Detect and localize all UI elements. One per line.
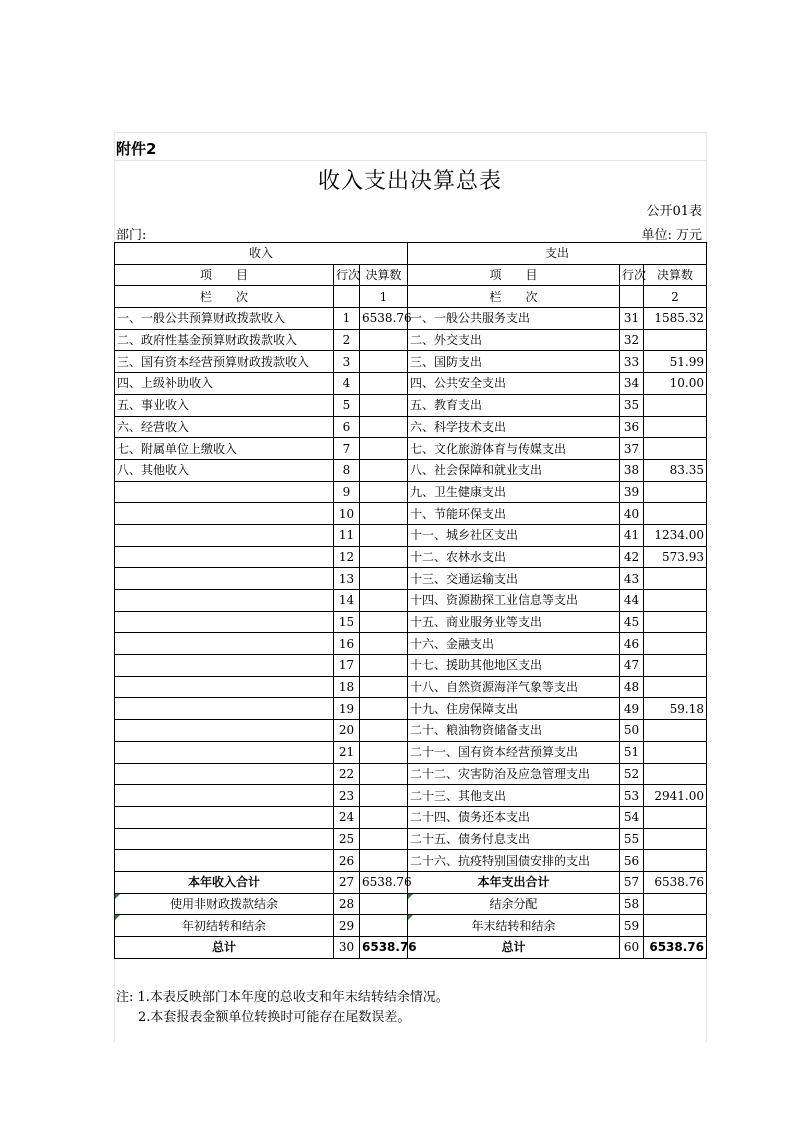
income-line-no: 8 <box>334 459 360 481</box>
income-item <box>115 503 334 525</box>
grid-line <box>114 132 706 133</box>
expense-column-number: 2 <box>644 286 707 308</box>
income-line-no: 18 <box>334 676 360 698</box>
table-row <box>115 763 707 785</box>
income-line-no: 24 <box>334 806 360 828</box>
expense-line-no: 53 <box>620 785 644 807</box>
income-amount <box>360 655 408 677</box>
expense-amount: 2941.00 <box>644 785 707 807</box>
table-row <box>115 698 707 720</box>
table-row <box>115 806 707 828</box>
table-row <box>115 568 707 590</box>
expense-amount <box>644 611 707 633</box>
income-column-label: 栏 次 <box>115 286 334 308</box>
table-row <box>115 373 707 395</box>
expense-group-header: 支出 <box>408 243 707 265</box>
income-item: 三、国有资本经营预算财政拨款收入 <box>115 351 334 373</box>
expense-item: 十四、资源勘探工业信息等支出 <box>408 590 620 612</box>
expense-total-label: 年末结转和结余 <box>408 915 620 937</box>
income-item: 七、附属单位上缴收入 <box>115 438 334 460</box>
income-amount <box>360 633 408 655</box>
expense-item: 一、一般公共服务支出 <box>408 308 620 330</box>
income-item <box>115 828 334 850</box>
income-item <box>115 611 334 633</box>
income-amount <box>360 503 408 525</box>
expense-line-no: 37 <box>620 438 644 460</box>
expense-line-no: 49 <box>620 698 644 720</box>
column-number-row <box>115 286 707 308</box>
expense-line-no: 32 <box>620 329 644 351</box>
income-total-label: 本年收入合计 <box>115 871 334 893</box>
income-amount <box>360 785 408 807</box>
income-item: 八、其他收入 <box>115 459 334 481</box>
expense-amount: 573.93 <box>644 546 707 568</box>
page-title: 收入支出决算总表 <box>317 169 502 194</box>
expense-item: 五、教育支出 <box>408 394 620 416</box>
income-total-label: 使用非财政拨款结余 <box>115 893 334 915</box>
expense-amount <box>644 676 707 698</box>
expense-item: 十五、商业服务业等支出 <box>408 611 620 633</box>
expense-line-no: 46 <box>620 633 644 655</box>
expense-item: 十三、交通运输支出 <box>408 568 620 590</box>
expense-amount: 51.99 <box>644 351 707 373</box>
income-line-no: 22 <box>334 763 360 785</box>
income-column-number: 1 <box>360 286 408 308</box>
expense-total-label: 总计 <box>408 937 620 959</box>
income-item <box>115 806 334 828</box>
expense-total-label: 结余分配 <box>408 893 620 915</box>
expense-amount <box>644 503 707 525</box>
income-amount <box>360 611 408 633</box>
income-line-no: 28 <box>334 893 360 915</box>
income-line-no: 5 <box>334 394 360 416</box>
income-item-header: 项 目 <box>115 264 334 286</box>
table-row <box>115 655 707 677</box>
expense-item: 二十二、灾害防治及应急管理支出 <box>408 763 620 785</box>
expense-line-no: 42 <box>620 546 644 568</box>
table-row <box>115 438 707 460</box>
expense-item: 七、文化旅游体育与传媒支出 <box>408 438 620 460</box>
form-code: 公开01表 <box>646 204 702 219</box>
income-item <box>115 590 334 612</box>
income-line-no: 27 <box>334 871 360 893</box>
expense-line-no: 56 <box>620 850 644 872</box>
expense-line-no: 54 <box>620 806 644 828</box>
income-line-no: 9 <box>334 481 360 503</box>
income-item <box>115 633 334 655</box>
income-item: 六、经营收入 <box>115 416 334 438</box>
table-row <box>115 546 707 568</box>
grid-line <box>114 160 706 161</box>
expense-item: 二十四、债务还本支出 <box>408 806 620 828</box>
income-amount <box>360 850 408 872</box>
income-amount <box>360 459 408 481</box>
expense-line-no: 44 <box>620 590 644 612</box>
income-item: 五、事业收入 <box>115 394 334 416</box>
expense-item-header: 项 目 <box>408 264 620 286</box>
expense-item: 十八、自然资源海洋气象等支出 <box>408 676 620 698</box>
income-amount <box>360 741 408 763</box>
income-item <box>115 741 334 763</box>
income-group-header: 收入 <box>115 243 408 265</box>
income-line-number-cell <box>334 286 360 308</box>
table-row <box>115 351 707 373</box>
income-line-no: 20 <box>334 720 360 742</box>
expense-item: 十六、金融支出 <box>408 633 620 655</box>
attachment-label: 附件2 <box>116 140 157 158</box>
income-amount <box>360 524 408 546</box>
group-header-row <box>115 243 707 265</box>
expense-line-no: 36 <box>620 416 644 438</box>
income-item <box>115 568 334 590</box>
footnotes <box>116 988 449 1028</box>
income-amount <box>360 416 408 438</box>
income-total-amount <box>360 915 408 937</box>
expense-item: 二十一、国有资本经营预算支出 <box>408 741 620 763</box>
income-amount <box>360 394 408 416</box>
table-row <box>115 590 707 612</box>
expense-line-no: 41 <box>620 524 644 546</box>
income-line-no: 7 <box>334 438 360 460</box>
expense-total-label: 本年支出合计 <box>408 871 620 893</box>
income-line-no: 6 <box>334 416 360 438</box>
expense-item: 九、卫生健康支出 <box>408 481 620 503</box>
table-row <box>115 785 707 807</box>
table-row <box>115 416 707 438</box>
income-amount <box>360 568 408 590</box>
expense-line-no: 58 <box>620 893 644 915</box>
expense-line-no: 50 <box>620 720 644 742</box>
income-amount <box>360 676 408 698</box>
expense-amount <box>644 481 707 503</box>
income-item <box>115 481 334 503</box>
table-row <box>115 481 707 503</box>
income-expense-table <box>114 242 707 959</box>
expense-amount: 1585.32 <box>644 308 707 330</box>
table-row <box>115 329 707 351</box>
expense-item: 四、公共安全支出 <box>408 373 620 395</box>
income-line-no: 13 <box>334 568 360 590</box>
expense-line-number-cell <box>620 286 644 308</box>
expense-total-amount: 6538.76 <box>644 937 707 959</box>
income-line-no: 26 <box>334 850 360 872</box>
expense-item: 十一、城乡社区支出 <box>408 524 620 546</box>
income-item <box>115 546 334 568</box>
income-line-header: 行次 <box>334 264 360 286</box>
income-item <box>115 655 334 677</box>
expense-item: 二十三、其他支出 <box>408 785 620 807</box>
table-row <box>115 308 707 330</box>
table-row <box>115 524 707 546</box>
expense-line-no: 57 <box>620 871 644 893</box>
expense-line-no: 52 <box>620 763 644 785</box>
expense-total-amount <box>644 915 707 937</box>
expense-amount <box>644 329 707 351</box>
expense-line-no: 60 <box>620 937 644 959</box>
expense-amount: 83.35 <box>644 459 707 481</box>
income-item <box>115 676 334 698</box>
income-item: 四、上级补助收入 <box>115 373 334 395</box>
income-line-no: 3 <box>334 351 360 373</box>
expense-line-no: 35 <box>620 394 644 416</box>
income-total-label: 总计 <box>115 937 334 959</box>
income-line-no: 21 <box>334 741 360 763</box>
income-line-no: 14 <box>334 590 360 612</box>
income-line-no: 2 <box>334 329 360 351</box>
expense-amount <box>644 394 707 416</box>
table-row <box>115 850 707 872</box>
income-amount <box>360 828 408 850</box>
income-line-no: 16 <box>334 633 360 655</box>
income-line-no: 19 <box>334 698 360 720</box>
expense-amount: 59.18 <box>644 698 707 720</box>
expense-line-no: 40 <box>620 503 644 525</box>
expense-amount <box>644 850 707 872</box>
income-line-no: 12 <box>334 546 360 568</box>
income-line-no: 15 <box>334 611 360 633</box>
income-amount <box>360 698 408 720</box>
expense-amount <box>644 720 707 742</box>
expense-item: 六、科学技术支出 <box>408 416 620 438</box>
table-row <box>115 720 707 742</box>
expense-amount <box>644 416 707 438</box>
expense-total-amount <box>644 893 707 915</box>
income-amount <box>360 590 408 612</box>
total-row <box>115 937 707 959</box>
expense-amount <box>644 590 707 612</box>
total-row <box>115 871 707 893</box>
income-line-no: 1 <box>334 308 360 330</box>
income-total-label: 年初结转和结余 <box>115 915 334 937</box>
expense-amount: 10.00 <box>644 373 707 395</box>
income-amount: 6538.76 <box>360 308 408 330</box>
expense-item: 十九、住房保障支出 <box>408 698 620 720</box>
income-total-amount <box>360 893 408 915</box>
expense-line-no: 47 <box>620 655 644 677</box>
income-line-no: 11 <box>334 524 360 546</box>
income-line-no: 25 <box>334 828 360 850</box>
total-row <box>115 915 707 937</box>
expense-item: 二、外交支出 <box>408 329 620 351</box>
expense-line-no: 43 <box>620 568 644 590</box>
expense-item: 十、节能环保支出 <box>408 503 620 525</box>
table-row <box>115 394 707 416</box>
income-item <box>115 763 334 785</box>
expense-line-no: 48 <box>620 676 644 698</box>
table-row <box>115 611 707 633</box>
table-row <box>115 459 707 481</box>
income-amount-header: 决算数 <box>360 264 408 286</box>
expense-total-amount: 6538.76 <box>644 871 707 893</box>
expense-line-no: 31 <box>620 308 644 330</box>
expense-line-no: 33 <box>620 351 644 373</box>
expense-amount-header: 决算数 <box>644 264 707 286</box>
income-amount <box>360 720 408 742</box>
income-item <box>115 524 334 546</box>
footnote: 注: 1.本表反映部门本年度的总收支和年末结转结余情况。 <box>116 990 449 1005</box>
column-header-row <box>115 264 707 286</box>
table-row <box>115 741 707 763</box>
income-total-amount: 6538.76 <box>360 937 408 959</box>
income-amount <box>360 481 408 503</box>
expense-amount <box>644 633 707 655</box>
footnote: 2.本套报表金额单位转换时可能存在尾数误差。 <box>138 1010 411 1025</box>
expense-line-header: 行次 <box>620 264 644 286</box>
expense-line-no: 55 <box>620 828 644 850</box>
income-line-no: 10 <box>334 503 360 525</box>
expense-amount <box>644 741 707 763</box>
expense-amount <box>644 438 707 460</box>
income-amount <box>360 373 408 395</box>
income-line-no: 4 <box>334 373 360 395</box>
expense-amount: 1234.00 <box>644 524 707 546</box>
income-item <box>115 850 334 872</box>
income-item <box>115 698 334 720</box>
unit-label: 单位: 万元 <box>641 228 702 243</box>
table-row <box>115 633 707 655</box>
expense-line-no: 59 <box>620 915 644 937</box>
expense-item: 八、社会保障和就业支出 <box>408 459 620 481</box>
income-amount <box>360 806 408 828</box>
expense-line-no: 34 <box>620 373 644 395</box>
income-line-no: 29 <box>334 915 360 937</box>
income-item <box>115 720 334 742</box>
income-amount <box>360 351 408 373</box>
expense-line-no: 39 <box>620 481 644 503</box>
income-item: 一、一般公共预算财政拨款收入 <box>115 308 334 330</box>
total-row <box>115 893 707 915</box>
income-total-amount: 6538.76 <box>360 871 408 893</box>
expense-item: 二十六、抗疫特别国债安排的支出 <box>408 850 620 872</box>
expense-item: 三、国防支出 <box>408 351 620 373</box>
income-amount <box>360 546 408 568</box>
income-amount <box>360 329 408 351</box>
expense-item: 十七、援助其他地区支出 <box>408 655 620 677</box>
expense-amount <box>644 763 707 785</box>
expense-amount <box>644 828 707 850</box>
expense-amount <box>644 655 707 677</box>
income-line-no: 17 <box>334 655 360 677</box>
expense-line-no: 51 <box>620 741 644 763</box>
income-item <box>115 785 334 807</box>
expense-item: 二十五、债务付息支出 <box>408 828 620 850</box>
income-item: 二、政府性基金预算财政拨款收入 <box>115 329 334 351</box>
expense-column-label: 栏 次 <box>408 286 620 308</box>
expense-line-no: 38 <box>620 459 644 481</box>
income-line-no: 23 <box>334 785 360 807</box>
table-row <box>115 503 707 525</box>
expense-line-no: 45 <box>620 611 644 633</box>
table-row <box>115 828 707 850</box>
expense-amount <box>644 806 707 828</box>
income-amount <box>360 763 408 785</box>
table-row <box>115 676 707 698</box>
income-line-no: 30 <box>334 937 360 959</box>
department-label: 部门: <box>116 228 147 243</box>
expense-item: 二十、粮油物资储备支出 <box>408 720 620 742</box>
expense-item: 十二、农林水支出 <box>408 546 620 568</box>
income-amount <box>360 438 408 460</box>
expense-amount <box>644 568 707 590</box>
